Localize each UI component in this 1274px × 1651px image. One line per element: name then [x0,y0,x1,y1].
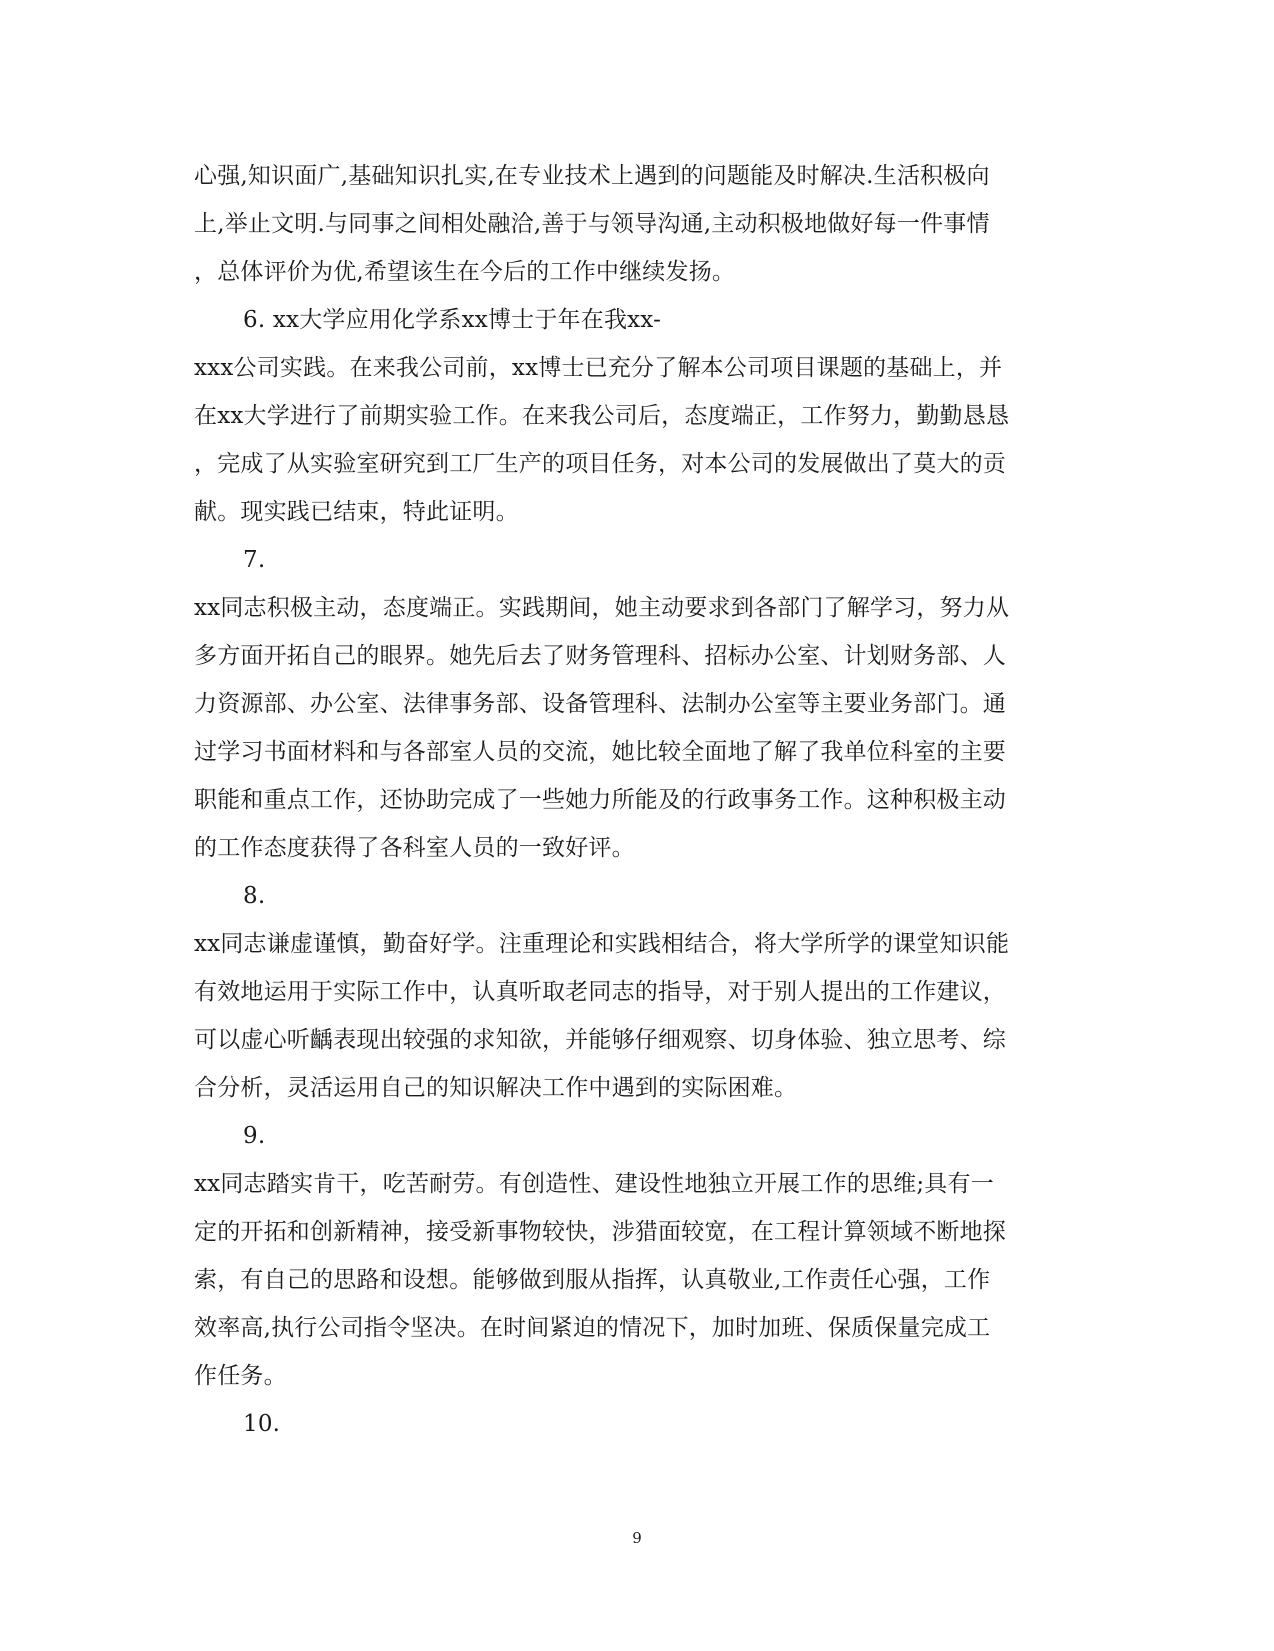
text-line: 作任务。 [194,1363,287,1389]
text-line: 献。现实践已结束，特此证明。 [194,499,519,525]
list-item-number-line: 9. [243,1123,266,1149]
document-body [194,152,1074,1448]
text-line: 心强,知识面广,基础知识扎实,在专业技术上遇到的问题能及时解决.生活积极向 [194,163,990,189]
text-line: 索，有自己的思路和设想。能够做到服从指挥，认真敬业,工作责任心强，工作 [194,1267,991,1293]
list-item-number-line: 10. [243,1411,281,1437]
text-line: 可以虚心听齲表现出较强的求知欲，并能够仔细观察、切身体验、独立思考、综 [194,1027,1006,1053]
text-line: 在xx大学进行了前期实验工作。在来我公司后，态度端正，工作努力，勤勤恳恳 [194,403,1010,429]
text-line: 职能和重点工作，还协助完成了一些她力所能及的行政事务工作。这种积极主动 [194,787,1006,813]
text-line: xx同志积极主动，态度端正。实践期间，她主动要求到各部门了解学习，努力从 [194,595,1010,621]
text-line: 上,举止文明.与同事之间相处融洽,善于与领导沟通,主动积极地做好每一件事情 [194,211,990,237]
page-number: 9 [632,1529,642,1547]
text-line: 有效地运用于实际工作中，认真听取老同志的指导，对于别人提出的工作建议， [194,979,1006,1005]
text-line: 力资源部、办公室、法律事务部、设备管理科、法制办公室等主要业务部门。通 [194,691,1006,717]
text-line: xx同志踏实肯干，吃苦耐劳。有创造性、建设性地独立开展工作的思维;具有一 [194,1171,994,1197]
text-line: 多方面开拓自己的眼界。她先后去了财务管理科、招标办公室、计划财务部、人 [194,643,1006,669]
text-line: 效率高,执行公司指令坚决。在时间紧迫的情况下，加时加班、保质保量完成工 [194,1315,991,1341]
text-line: 的工作态度获得了各科室人员的一致好评。 [194,835,635,861]
text-line: xxx公司实践。在来我公司前，xx博士已充分了解本公司项目课题的基础上，并 [194,355,1003,381]
text-line: xx同志谦虚谨慎，勤奋好学。注重理论和实践相结合，将大学所学的课堂知识能 [194,931,1010,957]
text-line: 定的开拓和创新精神，接受新事物较快，涉猎面较宽，在工程计算领域不断地探 [194,1219,1006,1245]
list-item-number-line: 6. xx大学应用化学系xx博士于年在我xx- [243,307,662,333]
list-item-number-line: 7. [243,547,266,573]
text-line: ，总体评价为优,希望该生在今后的工作中继续发扬。 [194,259,736,285]
list-item-number-line: 8. [243,883,266,909]
text-line: ，完成了从实验室研究到工厂生产的项目任务，对本公司的发展做出了莫大的贡 [194,451,1006,477]
text-line: 合分析，灵活运用自己的知识解决工作中遇到的实际困难。 [194,1075,798,1101]
text-line: 过学习书面材料和与各部室人员的交流，她比较全面地了解了我单位科室的主要 [194,739,1006,765]
